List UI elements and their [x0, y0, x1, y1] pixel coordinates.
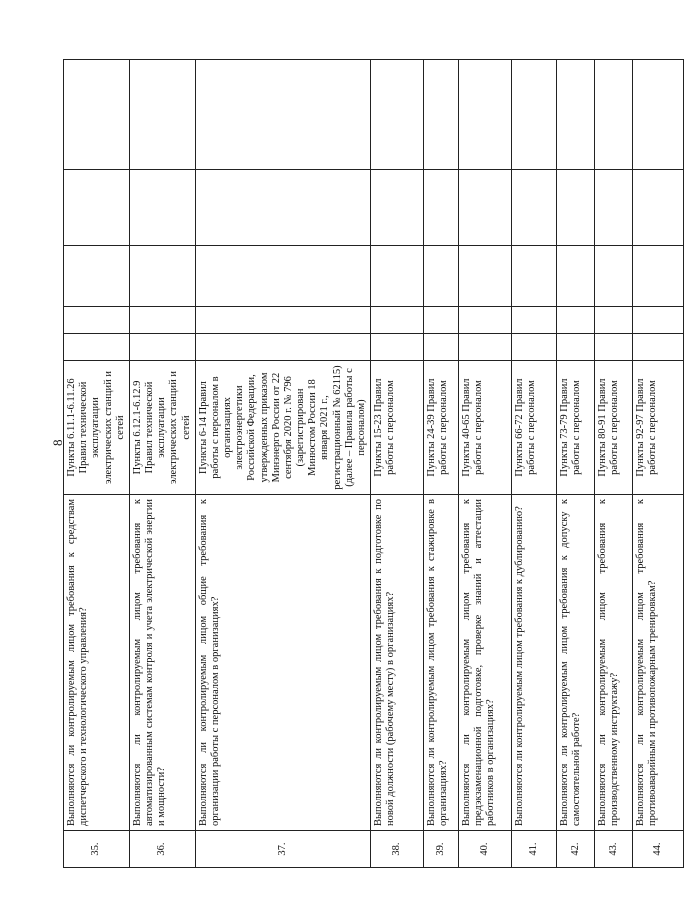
checklist-row: [371, 60, 424, 868]
answer-cell-extra: [64, 170, 130, 246]
answer-cell-no: [557, 307, 595, 334]
answer-cell-not-applicable: [424, 246, 459, 307]
notes-cell: [459, 60, 512, 170]
answer-cell-not-applicable: [557, 246, 595, 307]
answer-cell-yes: [557, 334, 595, 361]
answer-cell-extra: [129, 170, 195, 246]
question-text: Выполняются ли контролируемым лицом требования к дублированию?: [512, 495, 557, 831]
requirement-reference: Пункты 6-14 Правил работы с персоналом в организациях электроэнергетики Российской Федерации, утвержденных приказом Минэнерго России от 22 сентября 2020 г. № 796 (зарегистрирован Минюстом России 18 января 2021 г., регистрационный № 62115) (далее – Правила работы с персоналом): [195, 361, 370, 495]
question-text: Выполняются ли контролируемым лицом общие требования к организации работы с персоналом в организациях?: [195, 495, 370, 831]
answer-cell-not-applicable: [459, 246, 512, 307]
requirement-reference: Пункты 15-23 Правил работы с персоналом: [371, 361, 424, 495]
question-text: Выполняются ли контролируемым лицом требования к допуску к самостоятельной работе?: [557, 495, 595, 831]
row-number: 42.: [557, 831, 595, 868]
question-text: Выполняются ли контролируемым лицом требования к производственному инструктажу?: [595, 495, 633, 831]
answer-cell-yes: [424, 334, 459, 361]
answer-cell-extra: [512, 170, 557, 246]
row-number: 40.: [459, 831, 512, 868]
answer-cell-yes: [459, 334, 512, 361]
row-number: 41.: [512, 831, 557, 868]
notes-cell: [195, 60, 370, 170]
question-text: Выполняются ли контролируемым лицом требования к предэкзаменационной подготовке, проверке знаний и аттестации работников в организациях?: [459, 495, 512, 831]
requirement-reference: Пункты 80-91 Правил работы с персоналом: [595, 361, 633, 495]
row-number: 43.: [595, 831, 633, 868]
answer-cell-no: [371, 307, 424, 334]
answer-cell-extra: [424, 170, 459, 246]
answer-cell-not-applicable: [371, 246, 424, 307]
row-number: 39.: [424, 831, 459, 868]
checklist-row: [424, 60, 459, 868]
checklist-sheet: [63, 60, 664, 868]
answer-cell-yes: [371, 334, 424, 361]
requirement-reference: Пункты 6.12.1-6.12.9 Правил технической эксплуатации электрических станций и сетей: [129, 361, 195, 495]
row-number: 36.: [129, 831, 195, 868]
checklist-row: [557, 60, 595, 868]
notes-cell: [557, 60, 595, 170]
row-number: 38.: [371, 831, 424, 868]
answer-cell-yes: [633, 334, 684, 361]
notes-cell: [129, 60, 195, 170]
answer-cell-no: [64, 307, 130, 334]
answer-cell-extra: [557, 170, 595, 246]
requirement-reference: Пункты 40-65 Правил работы с персоналом: [459, 361, 512, 495]
answer-cell-yes: [512, 334, 557, 361]
answer-cell-extra: [195, 170, 370, 246]
answer-cell-no: [595, 307, 633, 334]
question-text: Выполняются ли контролируемым лицом требования к средствам диспетчерского и технологического управления?: [64, 495, 130, 831]
answer-cell-yes: [195, 334, 370, 361]
requirement-reference: Пункты 73-79 Правил работы с персоналом: [557, 361, 595, 495]
answer-cell-not-applicable: [595, 246, 633, 307]
question-text: Выполняются ли контролируемым лицом требования к автоматизированным системам контроля и учета электрической энергии и мощности?: [129, 495, 195, 831]
answer-cell-extra: [595, 170, 633, 246]
answer-cell-not-applicable: [195, 246, 370, 307]
requirement-reference: Пункты 24-39 Правил работы с персоналом: [424, 361, 459, 495]
checklist-row: [633, 60, 684, 868]
checklist-table: [63, 59, 684, 868]
row-number: 35.: [64, 831, 130, 868]
notes-cell: [633, 60, 684, 170]
checklist-row: [195, 60, 370, 868]
answer-cell-no: [459, 307, 512, 334]
notes-cell: [64, 60, 130, 170]
answer-cell-not-applicable: [64, 246, 130, 307]
answer-cell-no: [195, 307, 370, 334]
answer-cell-no: [512, 307, 557, 334]
answer-cell-not-applicable: [129, 246, 195, 307]
answer-cell-no: [424, 307, 459, 334]
notes-cell: [512, 60, 557, 170]
requirement-reference: Пункты 92-97 Правил работы с персоналом: [633, 361, 684, 495]
checklist-row: [459, 60, 512, 868]
question-text: Выполняются ли контролируемым лицом требования к стажировке в организациях?: [424, 495, 459, 831]
page-number: 8: [50, 439, 65, 446]
notes-cell: [371, 60, 424, 170]
answer-cell-yes: [129, 334, 195, 361]
row-number: 44.: [633, 831, 684, 868]
answer-cell-not-applicable: [512, 246, 557, 307]
requirement-reference: Пункты 6.11.1-6.11.26 Правил технической эксплуатации электрических станций и сетей: [64, 361, 130, 495]
answer-cell-not-applicable: [633, 246, 684, 307]
question-text: Выполняются ли контролируемым лицом требования к подготовке по новой должности (рабочему месту) в организациях?: [371, 495, 424, 831]
answer-cell-no: [129, 307, 195, 334]
checklist-row: [512, 60, 557, 868]
notes-cell: [595, 60, 633, 170]
checklist-row: [64, 60, 130, 868]
question-text: Выполняются ли контролируемым лицом требования к противоаварийным и противопожарным тренировкам?: [633, 495, 684, 831]
row-number: 37.: [195, 831, 370, 868]
answer-cell-yes: [64, 334, 130, 361]
checklist-row: [595, 60, 633, 868]
requirement-reference: Пункты 66-72 Правил работы с персоналом: [512, 361, 557, 495]
answer-cell-extra: [633, 170, 684, 246]
answer-cell-no: [633, 307, 684, 334]
answer-cell-yes: [595, 334, 633, 361]
checklist-row: [129, 60, 195, 868]
answer-cell-extra: [371, 170, 424, 246]
notes-cell: [424, 60, 459, 170]
answer-cell-extra: [459, 170, 512, 246]
